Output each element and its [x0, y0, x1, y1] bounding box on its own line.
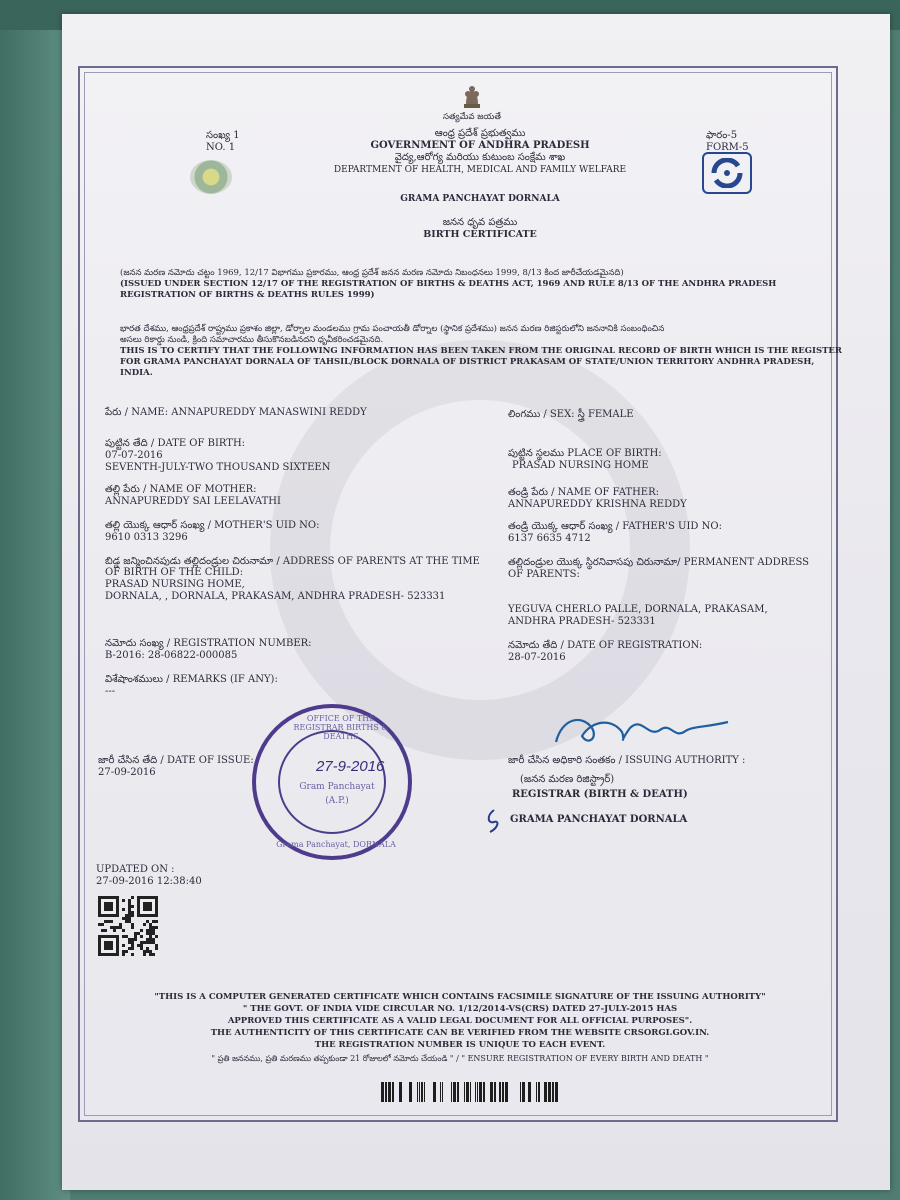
initial-mark-icon: [484, 808, 504, 834]
serial-number-te: సంఖ్య 1: [206, 130, 240, 141]
dob-value: 07-07-2016: [105, 450, 163, 461]
issued-under-te: (జనన మరణ నమోదు చట్టం 1969, 12/17 విభాగము ప్రకారము, ఆంధ్ర ప్రదేశ్ జనన మరణ నమోదు నిబంధనలు 1999, 8/13 కింద జారీచేయడమైనది): [120, 268, 624, 278]
issued-under-line1: (ISSUED UNDER SECTION 12/17 OF THE REGISTRATION OF BIRTHS & DEATHS ACT, 1969 AND RULE 8/13 OF THE ANDHRA PRADESH: [120, 279, 777, 289]
emblem-caption: సత్యమేవ జయతే: [443, 112, 501, 122]
father-name-value: ANNAPUREDDY KRISHNA REDDY: [508, 499, 687, 510]
footer-line-3: APPROVED THIS CERTIFICATE AS A VALID LEGAL DOCUMENT FOR ALL OFFICIAL PURPOSES".: [227, 1016, 693, 1026]
footer-line-1: "THIS IS A COMPUTER GENERATED CERTIFICATE WHICH CONTAINS FACSIMILE SIGNATURE OF THE ISSUING AUTHORITY": [154, 992, 766, 1002]
certificate-title-te: జనన ధృవ పత్రము: [442, 217, 518, 228]
registrar-stamp: [252, 704, 412, 860]
registration-date-label: నమోదు తేది / DATE OF REGISTRATION:: [508, 640, 703, 651]
permanent-address-label-1: తల్లిదండ్రుల యొక్క స్థిరనివాసపు చిరునామా/ PERMANENT ADDRESS: [508, 557, 809, 568]
registrar-te: (జనన మరణ రిజిస్ట్రార్): [520, 774, 615, 785]
stamp-center-1: Gram Panchayat: [299, 782, 375, 792]
registration-date-value: 28-07-2016: [508, 652, 566, 663]
authority-signature-icon: [552, 708, 732, 750]
registrar-title: REGISTRAR (BIRTH & DEATH): [512, 789, 688, 800]
remarks-value: ---: [105, 686, 116, 697]
place-of-birth-value: PRASAD NURSING HOME: [512, 460, 649, 471]
footer-line-6: " ప్రతి జననము, ప్రతి మరణము తప్పకుండా 21 రోజులలో నమోదు చేయండి " / " ENSURE REGISTRATION OF EVERY BIRTH AND DEATH ": [211, 1054, 709, 1063]
dept-title: DEPARTMENT OF HEALTH, MEDICAL AND FAMILY WELFARE: [333, 165, 627, 175]
registration-number-value: B-2016: 28-06822-000085: [105, 650, 238, 661]
sex-value: స్త్రీ FEMALE: [577, 409, 634, 420]
remarks-label: విశేషాంశములు / REMARKS (IF ANY):: [105, 674, 278, 685]
panchayat-title: GRAMA PANCHAYAT DORNALA: [400, 194, 560, 204]
stamp-ring-text: OFFICE OF THE REGISTRAR BIRTHS & DEATHS: [293, 714, 389, 741]
footer-line-5: THE REGISTRATION NUMBER IS UNIQUE TO EACH EVENT.: [314, 1040, 606, 1050]
mother-name-label: తల్లి పేరు / NAME OF MOTHER:: [105, 484, 257, 495]
serial-number: NO. 1: [206, 142, 236, 153]
name-value: ANNAPUREDDY MANASWINI REDDY: [171, 407, 367, 418]
birth-address-label-2: OF BIRTH OF THE CHILD:: [105, 567, 244, 578]
sex-row: [508, 409, 634, 421]
govt-title: GOVERNMENT OF ANDHRA PRADESH: [370, 140, 590, 151]
watermark-logo: [270, 340, 690, 760]
national-emblem-icon: [458, 82, 486, 112]
dob-label: పుట్టిన తేది / DATE OF BIRTH:: [105, 438, 246, 449]
form-number: FORM-5: [706, 142, 749, 153]
stamp-date: 27-9-2016: [316, 758, 385, 775]
stamp-bottom-text: Grama Panchayat, DORNALA: [276, 840, 396, 849]
state-seal-icon: [190, 160, 232, 194]
certify-line2: FOR GRAMA PANCHAYAT DORNALA OF TAHSIL/BLOCK DORNALA OF DISTRICT PRAKASAM OF STATE/UNION TERRITORY ANDHRA PRADESH,: [120, 357, 815, 367]
form-number-te: ఫారం-5: [706, 130, 738, 141]
barcode-icon: [372, 1082, 562, 1102]
certify-te-line1: భారత దేశము, ఆంధ్రప్రదేశ్ రాష్ట్రము ప్రకాశం జిల్లా, డోర్నాల మండలము గ్రామ పంచాయతీ డోర్నాల (స్థానిక ప్రదేశము) జనన మరణ రిజిస్టరులోని జననానికి సంబంధించిన: [120, 324, 665, 334]
permanent-address-value-2: ANDHRA PRADESH- 523331: [508, 616, 656, 627]
mother-uid-label: తల్లి యొక్క ఆధార్ సంఖ్య / MOTHER'S UID NO:: [105, 520, 320, 531]
sex-label: లింగము / SEX:: [508, 409, 575, 420]
certify-line3: INDIA.: [120, 368, 153, 378]
issue-date-label: జారీ చేసిన తేది / DATE OF ISSUE:: [98, 755, 254, 766]
birth-address-value-2: DORNALA, , DORNALA, PRAKASAM, ANDHRA PRADESH- 523331: [105, 591, 446, 602]
registrar-panchayat: GRAMA PANCHAYAT DORNALA: [510, 814, 688, 825]
footer-line-2: " THE GOVT. OF INDIA VIDE CIRCULAR NO. 1/12/2014-VS(CRS) DATED 27-JULY-2015 HAS: [242, 1004, 678, 1014]
background-fabric: [0, 0, 70, 1200]
dob-words: SEVENTH-JULY-TWO THOUSAND SIXTEEN: [105, 462, 331, 473]
crs-logo-icon: [702, 152, 752, 194]
permanent-address-label-2: OF PARENTS:: [508, 569, 580, 580]
updated-on-label: UPDATED ON :: [96, 864, 175, 875]
qr-code-icon: [98, 896, 158, 956]
dept-title-te: వైద్య,ఆరోగ్య మరియు కుటుంబ సంక్షేమ శాఖ: [394, 152, 566, 163]
issue-date-value: 27-09-2016: [98, 767, 156, 778]
issued-under-line2: REGISTRATION OF BIRTHS & DEATHS RULES 1999): [120, 290, 375, 300]
footer-line-4: THE AUTHENTICITY OF THIS CERTIFICATE CAN BE VERIFIED FROM THE WEBSITE CRSORGI.GOV.IN.: [210, 1028, 710, 1038]
stamp-center-2: (A.P.): [325, 796, 349, 806]
name-label: పేరు / NAME:: [105, 407, 169, 418]
father-uid-value: 6137 6635 4712: [508, 533, 591, 544]
place-of-birth-label: పుట్టిన స్థలము PLACE OF BIRTH:: [508, 448, 662, 459]
birth-address-label-1: బిడ్డ జన్మించినపుడు తల్లిదండ్రుల చిరునామా / ADDRESS OF PARENTS AT THE TIME: [105, 556, 480, 567]
updated-on-value: 27-09-2016 12:38:40: [96, 876, 202, 887]
certify-te-line2: అసలు రికార్డు నుండి, క్రింది సమాచారము తీసుకొనబడినదని ధృవీకరించడమైనది.: [120, 335, 384, 345]
registration-number-label: నమోదు సంఖ్య / REGISTRATION NUMBER:: [105, 638, 312, 649]
birth-address-value-1: PRASAD NURSING HOME,: [105, 579, 245, 590]
certificate-title: BIRTH CERTIFICATE: [423, 229, 537, 240]
issuing-authority-label: జారీ చేసిన అధికారి సంతకం / ISSUING AUTHORITY :: [508, 755, 746, 766]
mother-uid-value: 9610 0313 3296: [105, 532, 188, 543]
father-name-label: తండ్రి పేరు / NAME OF FATHER:: [508, 487, 659, 498]
father-uid-label: తండ్రి యొక్క ఆధార్ సంఖ్య / FATHER'S UID NO:: [508, 521, 722, 532]
govt-title-te: ఆంధ్ర ప్రదేశ్ ప్రభుత్వము: [434, 128, 526, 139]
mother-name-value: ANNAPUREDDY SAI LEELAVATHI: [105, 496, 281, 507]
permanent-address-value-1: YEGUVA CHERLO PALLE, DORNALA, PRAKASAM,: [508, 604, 768, 615]
certify-line1: THIS IS TO CERTIFY THAT THE FOLLOWING INFORMATION HAS BEEN TAKEN FROM THE ORIGINAL RECORD OF BIRTH WHICH IS THE REGISTER: [120, 346, 842, 356]
name-row: [105, 407, 367, 419]
